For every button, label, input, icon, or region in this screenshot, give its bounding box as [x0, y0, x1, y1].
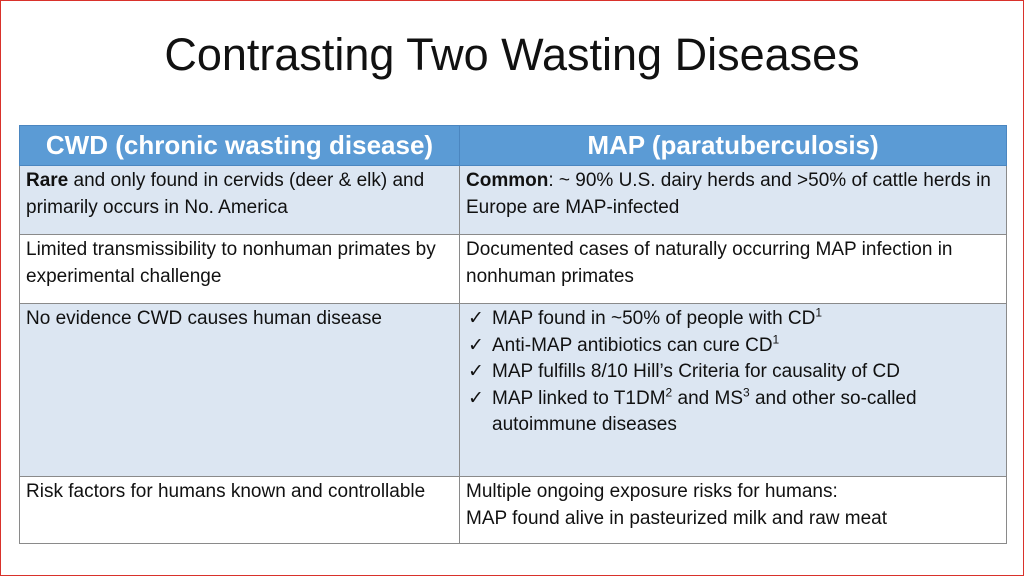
list-item	[466, 333, 1000, 360]
checkmark-icon: ✓	[468, 308, 484, 329]
footnote-ref: 3	[743, 385, 750, 400]
list-item-text: MAP fulfills 8/10 Hill’s Criteria for causality of CD	[492, 361, 900, 383]
table-row	[20, 235, 1007, 304]
comparison-table	[19, 125, 1007, 544]
slide-title: Contrasting Two Wasting Diseases	[164, 29, 860, 80]
header-row	[20, 126, 1007, 166]
table-row	[20, 166, 1007, 235]
cwd-primates-cell: Limited transmissibility to nonhuman primates by experimental challenge	[20, 235, 460, 304]
list-item-text: and MS	[672, 387, 743, 409]
cwd-prevalence-bold: Rare	[26, 170, 69, 191]
map-prevalence-cell	[460, 166, 1007, 235]
list-item	[466, 306, 1000, 333]
table-row	[20, 304, 1007, 477]
map-prevalence-text: : ~ 90% U.S. dairy herds and >50% of cattle herds in Europe are MAP-infected	[466, 170, 991, 218]
list-item-text: MAP linked to T1DM	[492, 387, 666, 409]
list-item	[466, 386, 1000, 439]
checkmark-icon: ✓	[468, 387, 484, 409]
map-risk-line-1: Multiple ongoing exposure risks for humans:	[466, 481, 838, 502]
evidence-checklist	[466, 306, 1000, 439]
list-item-text: and other so-called autoimmune diseases	[492, 387, 917, 436]
cwd-human-disease-cell: No evidence CWD causes human disease	[20, 304, 460, 477]
map-primates-cell: Documented cases of naturally occurring MAP infection in nonhuman primates	[460, 235, 1007, 304]
table-row	[20, 477, 1007, 544]
footnote-ref: 1	[815, 305, 823, 320]
list-item	[466, 359, 1000, 386]
map-risk-cell	[460, 477, 1007, 544]
footnote-ref: 1	[772, 332, 780, 347]
map-prevalence-bold: Common	[466, 170, 549, 191]
cwd-prevalence-text: and only found in cervids (deer & elk) and primarily occurs in No. America	[26, 170, 425, 218]
header-cwd: CWD (chronic wasting disease)	[20, 126, 460, 166]
header-map: MAP (paratuberculosis)	[460, 126, 1007, 166]
checkmark-icon: ✓	[468, 361, 484, 383]
checkmark-icon: ✓	[468, 334, 484, 356]
list-item-text: Anti-MAP antibiotics can cure CD	[492, 334, 773, 356]
cwd-prevalence-cell	[20, 166, 460, 235]
footnote-ref: 2	[665, 385, 673, 400]
cwd-risk-cell: Risk factors for humans known and controllable	[20, 477, 460, 544]
map-risk-line-2: MAP found alive in pasteurized milk and raw meat	[466, 507, 888, 529]
list-item-text: MAP found in ~50% of people with CD	[492, 308, 816, 329]
map-human-disease-cell	[460, 304, 1007, 477]
